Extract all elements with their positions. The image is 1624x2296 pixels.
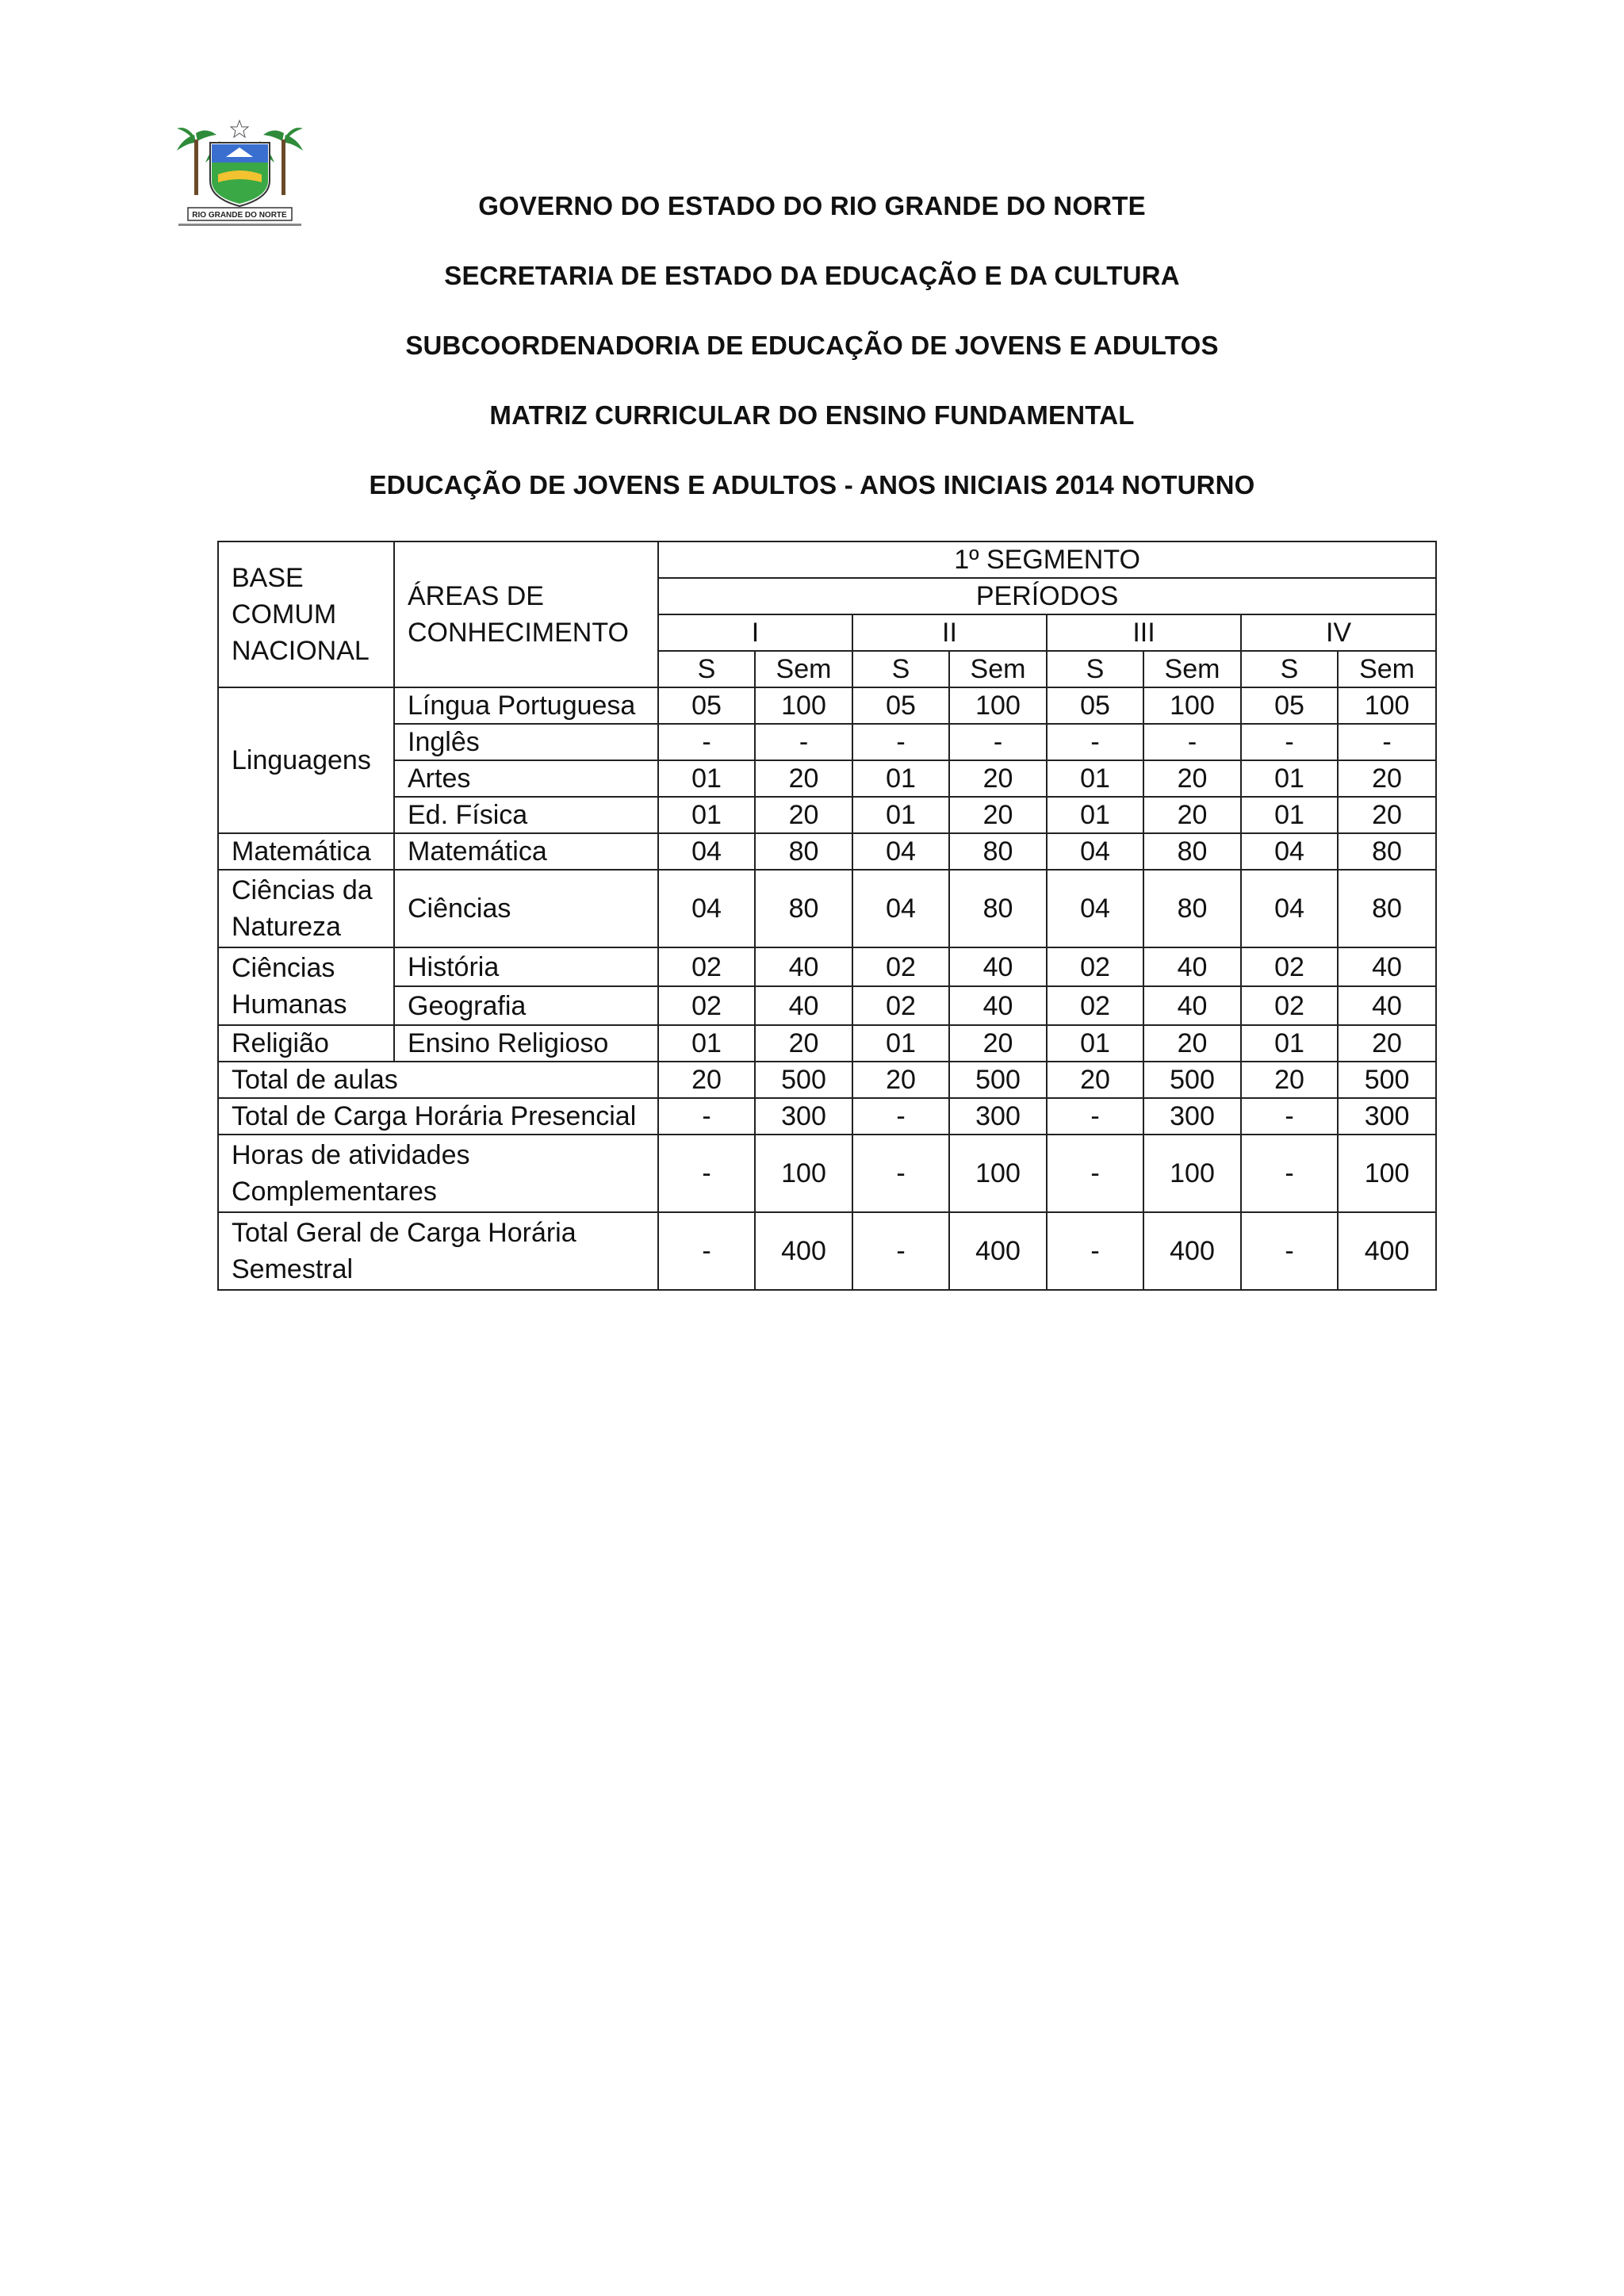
header-period: II — [852, 614, 1047, 651]
value-cell: 05 — [1047, 687, 1143, 724]
value-cell: 05 — [1241, 687, 1338, 724]
value-cell: 80 — [1143, 833, 1241, 870]
value-cell: 04 — [658, 870, 755, 947]
area-cell: Ensino Religioso — [394, 1025, 658, 1062]
value-cell: 20 — [1143, 760, 1241, 797]
value-cell: - — [658, 1212, 755, 1290]
group-matematica: Matemática — [218, 833, 394, 870]
value-cell: 20 — [1047, 1062, 1143, 1098]
value-cell: 01 — [1241, 760, 1338, 797]
value-cell: - — [949, 724, 1047, 760]
area-cell: Artes — [394, 760, 658, 797]
value-cell: 40 — [949, 986, 1047, 1025]
header-line-subcoordination: SUBCOORDENADORIA DE EDUCAÇÃO DE JOVENS E ADULTOS — [405, 331, 1219, 360]
value-cell: - — [1241, 1212, 1338, 1290]
header-base-comum: BASE COMUM NACIONAL — [218, 541, 394, 687]
area-cell: Ed. Física — [394, 797, 658, 833]
value-cell: 02 — [852, 947, 949, 986]
total-row — [218, 1212, 1436, 1290]
value-cell: 100 — [1338, 1135, 1436, 1212]
total-label: Total de Carga Horária Presencial — [218, 1098, 658, 1135]
value-cell: 300 — [755, 1098, 852, 1135]
value-cell: - — [1143, 724, 1241, 760]
value-cell: 02 — [1241, 986, 1338, 1025]
table-row — [218, 760, 1436, 797]
value-cell: 20 — [1143, 797, 1241, 833]
value-cell: - — [1241, 724, 1338, 760]
header-line-secretariat: SECRETARIA DE ESTADO DA EDUCAÇÃO E DA CULTURA — [444, 261, 1180, 290]
value-cell: 20 — [658, 1062, 755, 1098]
value-cell: 02 — [658, 986, 755, 1025]
header-sem: Sem — [755, 651, 852, 687]
group-ciencias-humanas: Ciências Humanas — [218, 947, 394, 1025]
value-cell: 400 — [755, 1212, 852, 1290]
value-cell: - — [1047, 724, 1143, 760]
header-s: S — [658, 651, 755, 687]
value-cell: 05 — [852, 687, 949, 724]
value-cell: 20 — [1143, 1025, 1241, 1062]
header-periods: PERÍODOS — [658, 578, 1436, 614]
area-cell: Geografia — [394, 986, 658, 1025]
value-cell: 20 — [1338, 760, 1436, 797]
value-cell: 40 — [1143, 947, 1241, 986]
value-cell: - — [755, 724, 852, 760]
table-row — [218, 724, 1436, 760]
value-cell: 04 — [658, 833, 755, 870]
group-ciencias-natureza: Ciências da Natureza — [218, 870, 394, 947]
header-sem: Sem — [1338, 651, 1436, 687]
value-cell: 80 — [1338, 870, 1436, 947]
value-cell: 20 — [755, 1025, 852, 1062]
value-cell: 20 — [755, 760, 852, 797]
table-row — [218, 1025, 1436, 1062]
header-segment: 1º SEGMENTO — [658, 541, 1436, 578]
value-cell: 04 — [1241, 833, 1338, 870]
header-line-matrix: MATRIZ CURRICULAR DO ENSINO FUNDAMENTAL — [489, 400, 1135, 430]
logo-caption: RIO GRANDE DO NORTE — [192, 211, 287, 220]
value-cell: 01 — [852, 797, 949, 833]
value-cell: 01 — [1241, 797, 1338, 833]
total-label: Total de aulas — [218, 1062, 658, 1098]
group-religiao: Religião — [218, 1025, 394, 1062]
area-cell: Língua Portuguesa — [394, 687, 658, 724]
value-cell: 80 — [949, 870, 1047, 947]
value-cell: - — [658, 1135, 755, 1212]
value-cell: 04 — [852, 870, 949, 947]
value-cell: 01 — [852, 1025, 949, 1062]
value-cell: 100 — [1143, 687, 1241, 724]
value-cell: 500 — [1338, 1062, 1436, 1098]
value-cell: 20 — [1241, 1062, 1338, 1098]
table-row — [218, 797, 1436, 833]
value-cell: - — [1047, 1212, 1143, 1290]
value-cell: - — [1047, 1135, 1143, 1212]
value-cell: - — [658, 1098, 755, 1135]
value-cell: 500 — [949, 1062, 1047, 1098]
area-cell: Ciências — [394, 870, 658, 947]
value-cell: 300 — [949, 1098, 1047, 1135]
value-cell: 20 — [949, 760, 1047, 797]
value-cell: 100 — [755, 687, 852, 724]
area-cell: Matemática — [394, 833, 658, 870]
value-cell: 02 — [658, 947, 755, 986]
value-cell: 300 — [1143, 1098, 1241, 1135]
value-cell: - — [852, 1098, 949, 1135]
value-cell: 300 — [1338, 1098, 1436, 1135]
value-cell: - — [1241, 1135, 1338, 1212]
total-row — [218, 1135, 1436, 1212]
table-row — [218, 833, 1436, 870]
value-cell: 20 — [949, 1025, 1047, 1062]
total-label: Horas de atividades Complementares — [218, 1135, 658, 1212]
value-cell: 02 — [1241, 947, 1338, 986]
value-cell: 400 — [1143, 1212, 1241, 1290]
value-cell: 40 — [755, 947, 852, 986]
value-cell: 01 — [1047, 797, 1143, 833]
header-line-program: EDUCAÇÃO DE JOVENS E ADULTOS - ANOS INICIAIS 2014 NOTURNO — [369, 470, 1255, 499]
total-row — [218, 1098, 1436, 1135]
header-sem: Sem — [1143, 651, 1241, 687]
value-cell: 80 — [755, 833, 852, 870]
value-cell: 80 — [1338, 833, 1436, 870]
value-cell: 20 — [949, 797, 1047, 833]
value-cell: 02 — [1047, 986, 1143, 1025]
value-cell: 20 — [852, 1062, 949, 1098]
value-cell: 400 — [949, 1212, 1047, 1290]
table-row — [218, 986, 1436, 1025]
value-cell: 40 — [1143, 986, 1241, 1025]
value-cell: 40 — [1338, 986, 1436, 1025]
header-period: I — [658, 614, 852, 651]
value-cell: 04 — [1047, 833, 1143, 870]
header-s: S — [1047, 651, 1143, 687]
table-row — [218, 870, 1436, 947]
value-cell: 100 — [1143, 1135, 1241, 1212]
value-cell: 400 — [1338, 1212, 1436, 1290]
header-areas: ÁREAS DE CONHECIMENTO — [394, 541, 658, 687]
table-row — [218, 687, 1436, 724]
value-cell: - — [852, 1212, 949, 1290]
area-cell: História — [394, 947, 658, 986]
value-cell: 01 — [1241, 1025, 1338, 1062]
area-cell: Inglês — [394, 724, 658, 760]
value-cell: 20 — [1338, 797, 1436, 833]
value-cell: 40 — [949, 947, 1047, 986]
header-line-government: GOVERNO DO ESTADO DO RIO GRANDE DO NORTE — [478, 191, 1146, 220]
header-s: S — [1241, 651, 1338, 687]
value-cell: 01 — [852, 760, 949, 797]
value-cell: - — [658, 724, 755, 760]
value-cell: 04 — [1241, 870, 1338, 947]
value-cell: 04 — [852, 833, 949, 870]
value-cell: 01 — [658, 797, 755, 833]
value-cell: 02 — [852, 986, 949, 1025]
value-cell: 04 — [1047, 870, 1143, 947]
value-cell: 01 — [1047, 1025, 1143, 1062]
value-cell: - — [1047, 1098, 1143, 1135]
value-cell: 100 — [949, 1135, 1047, 1212]
total-row — [218, 1062, 1436, 1098]
header-s: S — [852, 651, 949, 687]
value-cell: - — [1338, 724, 1436, 760]
value-cell: 01 — [658, 760, 755, 797]
curriculum-matrix-table — [217, 541, 1437, 1291]
header-sem: Sem — [949, 651, 1047, 687]
value-cell: 80 — [949, 833, 1047, 870]
table-row — [218, 947, 1436, 986]
value-cell: 100 — [949, 687, 1047, 724]
value-cell: 02 — [1047, 947, 1143, 986]
value-cell: - — [1241, 1098, 1338, 1135]
header-period: III — [1047, 614, 1241, 651]
group-linguagens: Linguagens — [218, 687, 394, 833]
total-label: Total Geral de Carga Horária Semestral — [218, 1212, 658, 1290]
header-period: IV — [1241, 614, 1436, 651]
value-cell: 20 — [1338, 1025, 1436, 1062]
value-cell: 01 — [658, 1025, 755, 1062]
value-cell: 500 — [1143, 1062, 1241, 1098]
value-cell: 80 — [1143, 870, 1241, 947]
value-cell: 80 — [755, 870, 852, 947]
value-cell: 40 — [1338, 947, 1436, 986]
document-header — [0, 190, 1624, 539]
value-cell: 500 — [755, 1062, 852, 1098]
value-cell: 40 — [755, 986, 852, 1025]
value-cell: 01 — [1047, 760, 1143, 797]
value-cell: - — [852, 724, 949, 760]
value-cell: 05 — [658, 687, 755, 724]
value-cell: 100 — [755, 1135, 852, 1212]
value-cell: - — [852, 1135, 949, 1212]
value-cell: 100 — [1338, 687, 1436, 724]
value-cell: 20 — [755, 797, 852, 833]
